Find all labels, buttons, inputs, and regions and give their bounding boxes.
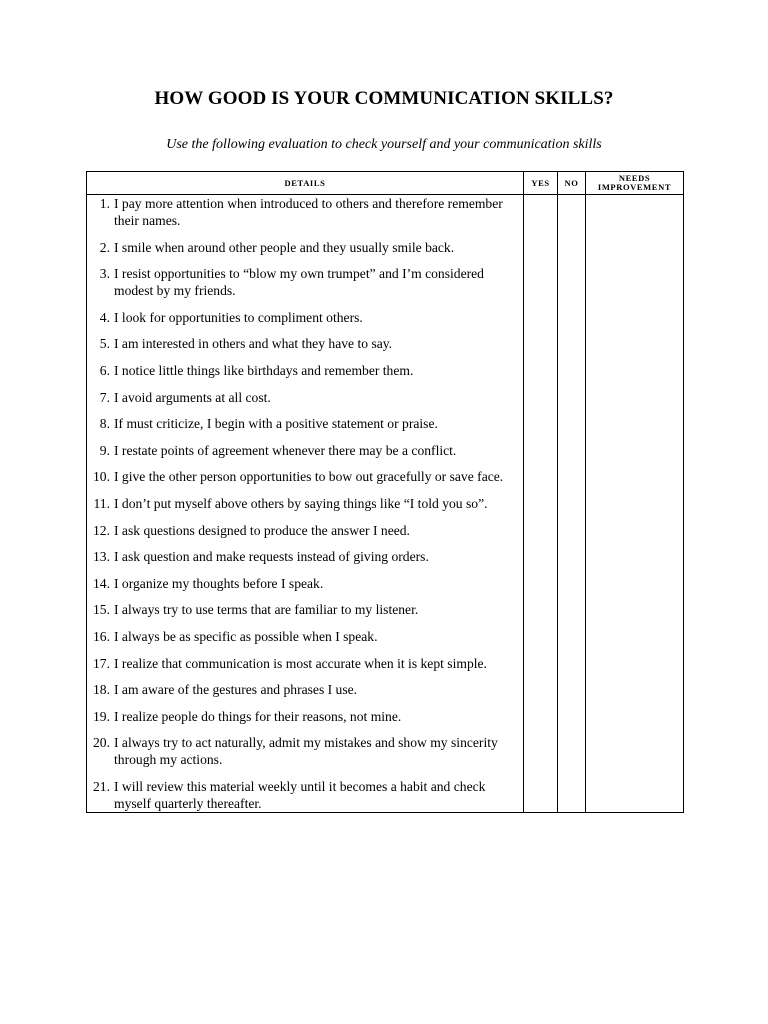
list-item bbox=[87, 734, 523, 768]
item-number: 18. bbox=[93, 682, 110, 698]
item-text: I organize my thoughts before I speak. bbox=[114, 575, 324, 591]
header-no: NO bbox=[558, 172, 586, 195]
item-number: 1. bbox=[99, 196, 110, 211]
yes-column-cell[interactable] bbox=[524, 195, 558, 813]
list-item bbox=[87, 362, 523, 379]
item-number: 14. bbox=[93, 575, 110, 591]
item-number: 2. bbox=[99, 239, 110, 255]
item-text: I am interested in others and what they have to say. bbox=[114, 336, 393, 352]
page-title: HOW GOOD IS YOUR COMMUNICATION SKILLS? bbox=[154, 88, 614, 109]
item-number: 17. bbox=[93, 655, 110, 671]
item-number: 20. bbox=[93, 735, 110, 751]
list-item bbox=[87, 575, 523, 592]
details-cell bbox=[87, 195, 524, 813]
list-item bbox=[87, 628, 523, 645]
no-column-cell[interactable] bbox=[558, 195, 586, 813]
list-item bbox=[87, 265, 523, 299]
item-number: 21. bbox=[93, 778, 110, 794]
item-number: 13. bbox=[93, 549, 110, 565]
list-item bbox=[87, 195, 523, 229]
item-text: I always be as specific as possible when I speak. bbox=[114, 628, 378, 644]
page-subtitle: Use the following evaluation to check yourself and your communication skills bbox=[166, 137, 602, 152]
item-text: I notice little things like birthdays and remember them. bbox=[114, 362, 414, 378]
list-item bbox=[87, 655, 523, 672]
header-needs-improvement: NEEDS IMPROVEMENT bbox=[586, 172, 684, 195]
header-details: DETAILS bbox=[87, 172, 524, 195]
item-text: I always try to act naturally, admit my mistakes and show my sincerity through my actions. bbox=[114, 735, 498, 768]
item-text: I don’t put myself above others by saying things like “I told you so”. bbox=[114, 495, 488, 511]
needs-improvement-column-cell[interactable] bbox=[586, 195, 684, 813]
item-text: I smile when around other people and they usually smile back. bbox=[114, 239, 455, 255]
item-text: I ask questions designed to produce the answer I need. bbox=[114, 522, 410, 538]
list-item bbox=[87, 681, 523, 698]
item-text: I look for opportunities to compliment others. bbox=[114, 309, 363, 325]
list-item bbox=[87, 389, 523, 406]
item-text: I give the other person opportunities to bow out gracefully or save face. bbox=[114, 469, 504, 485]
list-item bbox=[87, 601, 523, 618]
item-number: 16. bbox=[93, 628, 110, 644]
list-item bbox=[87, 309, 523, 326]
item-text: I restate points of agreement whenever there may be a conflict. bbox=[114, 442, 457, 458]
item-number: 8. bbox=[99, 416, 110, 432]
item-number: 15. bbox=[93, 602, 110, 618]
list-item bbox=[87, 442, 523, 459]
item-number: 10. bbox=[93, 469, 110, 485]
list-item bbox=[87, 415, 523, 432]
statement-list bbox=[87, 195, 523, 812]
item-number: 4. bbox=[99, 309, 110, 325]
item-number: 5. bbox=[99, 336, 110, 352]
list-item bbox=[87, 708, 523, 725]
item-text: I avoid arguments at all cost. bbox=[114, 389, 271, 405]
item-text: I am aware of the gestures and phrases I use. bbox=[114, 682, 358, 698]
item-number: 12. bbox=[93, 522, 110, 538]
evaluation-table bbox=[86, 171, 684, 813]
list-item bbox=[87, 335, 523, 352]
item-number: 3. bbox=[99, 266, 110, 282]
item-text: If must criticize, I begin with a positive statement or praise. bbox=[114, 416, 438, 432]
list-item bbox=[87, 468, 523, 485]
item-number: 11. bbox=[93, 495, 110, 511]
list-item bbox=[87, 239, 523, 256]
item-number: 9. bbox=[99, 442, 110, 458]
item-text: I pay more attention when introduced to others and therefore remember their names. bbox=[114, 196, 503, 228]
item-number: 6. bbox=[99, 362, 110, 378]
header-yes: YES bbox=[524, 172, 558, 195]
item-text: I realize that communication is most accurate when it is kept simple. bbox=[114, 655, 487, 671]
table-header-row bbox=[87, 172, 684, 195]
item-number: 19. bbox=[93, 708, 110, 724]
item-text: I ask question and make requests instead of giving orders. bbox=[114, 549, 429, 565]
item-text: I realize people do things for their reasons, not mine. bbox=[114, 708, 402, 724]
item-text: I always try to use terms that are familiar to my listener. bbox=[114, 602, 419, 618]
list-item bbox=[87, 522, 523, 539]
list-item bbox=[87, 495, 523, 512]
table-body-row bbox=[87, 195, 684, 813]
item-text: I resist opportunities to “blow my own trumpet” and I’m considered modest by my friends. bbox=[114, 266, 484, 299]
item-number: 7. bbox=[99, 389, 110, 405]
item-text: I will review this material weekly until it becomes a habit and check myself quarterly thereafter. bbox=[114, 778, 486, 811]
list-item bbox=[87, 778, 523, 812]
list-item bbox=[87, 548, 523, 565]
